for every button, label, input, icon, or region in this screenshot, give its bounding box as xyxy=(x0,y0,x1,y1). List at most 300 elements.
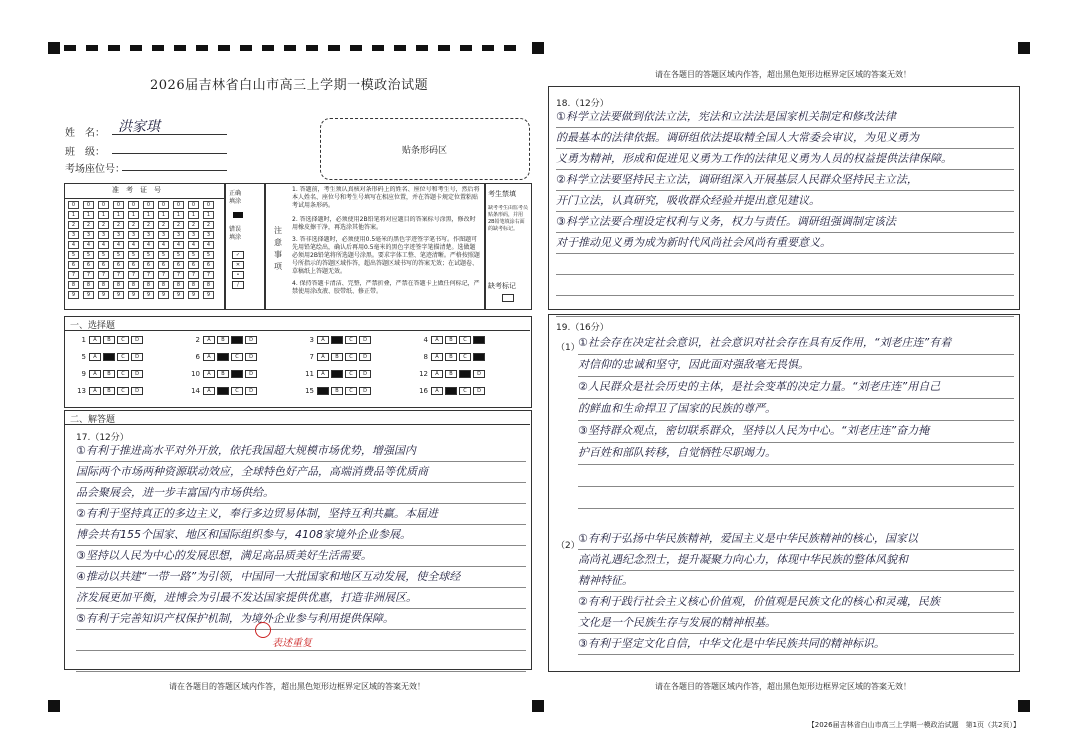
admission-digit-bubble[interactable]: 1 xyxy=(68,211,79,219)
mcq-question-number: 14 xyxy=(191,387,200,395)
mcq-option-bubble[interactable]: D xyxy=(131,387,143,395)
answer-rule-line xyxy=(578,398,1014,399)
admission-digit-bubble[interactable]: 1 xyxy=(83,211,94,219)
admission-digit-bubble[interactable]: 0 xyxy=(83,201,94,209)
answer-rule-line xyxy=(578,570,1014,571)
admission-digit-bubble[interactable]: 9 xyxy=(113,291,124,299)
admission-digit-bubble[interactable]: 5 xyxy=(68,251,79,259)
mcq-option-bubble[interactable]: B xyxy=(103,353,115,361)
mcq-option-bubble[interactable]: C xyxy=(231,353,243,361)
answer-rule-line xyxy=(76,503,526,504)
q17-label: 17.（12分） xyxy=(76,433,129,443)
wrong-sample-cross: ✕ xyxy=(232,261,244,269)
note-item: 1. 答题前，考生须认真核对条形码上的姓名、座位号和考生号，然后将本人姓名、座位号和考生号填写在相应位置，并在答题卡规定位置粘贴考试用条形码。 xyxy=(292,186,480,209)
mcq-option-bubble[interactable]: A xyxy=(317,353,329,361)
answer-rule-line xyxy=(578,442,1014,443)
admission-digit-bubble[interactable]: 8 xyxy=(143,281,154,289)
admission-digit-bubble[interactable]: 3 xyxy=(98,231,109,239)
answer-rule-line xyxy=(578,508,1014,509)
mcq-question-row xyxy=(298,353,373,361)
handwritten-answer-line: ③坚持以人民为中心的发展思想，满足高品质美好生活需要。 xyxy=(76,549,372,562)
mcq-option-bubble[interactable]: D xyxy=(131,336,143,344)
mcq-option-bubble[interactable]: B xyxy=(103,336,115,344)
mcq-question-number: 13 xyxy=(77,387,86,395)
page-footer: 【2026届吉林省白山市高三上学期一模政治试题 第1页（共2页）】 xyxy=(807,721,1020,729)
mcq-question-number: 7 xyxy=(309,353,314,361)
admission-digit-bubble[interactable]: 2 xyxy=(128,221,139,229)
class-underline xyxy=(112,153,227,154)
mcq-option-bubble[interactable]: C xyxy=(459,353,471,361)
admission-digit-bubble[interactable]: 7 xyxy=(173,271,184,279)
answer-rule-line xyxy=(76,524,526,525)
answer-rule-line xyxy=(76,461,526,462)
admission-digit-bubble[interactable]: 9 xyxy=(158,291,169,299)
mcq-option-bubble[interactable]: C xyxy=(231,387,243,395)
mcq-question-number: 12 xyxy=(419,370,428,378)
mcq-option-bubble[interactable]: B xyxy=(217,353,229,361)
admission-digit-bubble[interactable]: 7 xyxy=(203,271,214,279)
handwritten-answer-line: 济发展更加平衡，进博会为引最不发达国家提供优惠，打造非洲展区。 xyxy=(76,591,417,604)
admission-digit-bubble[interactable]: 8 xyxy=(83,281,94,289)
handwritten-answer-line: 的最基本的法律依据。调研组依法提取精全国人大常委会审议，为见义勇为 xyxy=(556,131,919,144)
section1-divider xyxy=(64,330,530,331)
mcq-option-bubble[interactable]: A xyxy=(203,353,215,361)
mcq-question-number: 9 xyxy=(81,370,86,378)
absent-mark-label: 缺考标记 xyxy=(488,282,516,290)
mcq-option-bubble[interactable]: C xyxy=(231,370,243,378)
mcq-question-number: 11 xyxy=(305,370,314,378)
mcq-question-number: 10 xyxy=(191,370,200,378)
mcq-option-bubble[interactable]: B xyxy=(331,370,343,378)
absent-heading: 考生禁填 xyxy=(488,190,516,198)
admission-digit-bubble[interactable]: 3 xyxy=(83,231,94,239)
mcq-question-row xyxy=(184,353,259,361)
admission-digit-bubble[interactable]: 3 xyxy=(143,231,154,239)
admission-digit-bubble[interactable]: 3 xyxy=(68,231,79,239)
handwritten-answer-line: ③有利于坚定文化自信，中华文化是中华民族共同的精神标识。 xyxy=(578,637,885,650)
mcq-option-bubble[interactable]: A xyxy=(431,353,443,361)
alignment-mark-bottom-center xyxy=(532,700,544,712)
handwritten-answer-line: 护百姓和部队转移，自觉牺牲尽职竭力。 xyxy=(578,446,776,459)
mcq-question-row xyxy=(412,336,487,344)
mcq-option-bubble[interactable]: C xyxy=(117,353,129,361)
mcq-option-bubble[interactable]: B xyxy=(445,387,457,395)
handwritten-answer-line: ②有利于践行社会主义核心价值观，价值观是民族文化的核心和灵魂，民族 xyxy=(578,595,940,608)
handwritten-answer-line: 高尚礼遇纪念烈士，提升凝聚力向心力，体现中华民族的整体风貌和 xyxy=(578,553,908,566)
admission-digit-bubble[interactable]: 7 xyxy=(68,271,79,279)
mcq-option-bubble[interactable]: A xyxy=(317,370,329,378)
admission-digit-bubble[interactable]: 6 xyxy=(113,261,124,269)
mcq-option-bubble[interactable]: B xyxy=(331,387,343,395)
mcq-option-bubble[interactable]: B xyxy=(103,370,115,378)
handwritten-answer-line: 开门立法，认真研究，吸收群众经验并提出意见建议。 xyxy=(556,194,820,207)
seat-underline xyxy=(122,170,227,171)
admission-digit-bubble[interactable]: 2 xyxy=(188,221,199,229)
admission-digit-bubble[interactable]: 4 xyxy=(113,241,124,249)
answer-rule-line xyxy=(556,148,1014,149)
admission-digit-bubble[interactable]: 7 xyxy=(113,271,124,279)
mcq-option-bubble[interactable]: B xyxy=(103,387,115,395)
admission-digit-bubble[interactable]: 8 xyxy=(203,281,214,289)
mcq-question-number: 2 xyxy=(195,336,200,344)
admission-digit-bubbles[interactable] xyxy=(68,201,223,306)
admission-digit-bubble[interactable]: 7 xyxy=(143,271,154,279)
name-label: 姓 名： xyxy=(65,128,105,139)
admission-digit-bubble[interactable]: 3 xyxy=(188,231,199,239)
mcq-option-bubble[interactable]: A xyxy=(431,336,443,344)
mcq-option-bubble[interactable]: D xyxy=(473,336,485,344)
mcq-question-row xyxy=(70,387,145,395)
admission-digit-bubble[interactable]: 0 xyxy=(128,201,139,209)
admission-number-label: 准 考 证 号 xyxy=(112,186,161,194)
section2-heading: 二、解答题 xyxy=(70,415,116,425)
admission-digit-bubble[interactable]: 7 xyxy=(188,271,199,279)
mcq-option-bubble[interactable]: A xyxy=(431,370,443,378)
admission-digit-bubble[interactable]: 2 xyxy=(113,221,124,229)
q19-label: 19.（16分） xyxy=(556,323,609,333)
mcq-option-bubble[interactable]: C xyxy=(345,336,357,344)
answer-rule-line xyxy=(556,253,1014,254)
correct-fill-sample xyxy=(233,212,243,218)
answer-rule-line xyxy=(556,274,1014,275)
mcq-option-bubble[interactable]: D xyxy=(359,336,371,344)
admission-digit-bubble[interactable]: 1 xyxy=(98,211,109,219)
mcq-question-row xyxy=(184,387,259,395)
handwritten-answer-line: 品会聚展会，进一步丰富国内市场供给。 xyxy=(76,486,274,499)
admission-digit-bubble[interactable]: 2 xyxy=(203,221,214,229)
answer-rule-line xyxy=(556,232,1014,233)
mcq-option-bubble[interactable]: A xyxy=(89,370,101,378)
handwritten-answer-line: ⑤有利于完善知识产权保护机制，为境外企业参与利用提供保障。 xyxy=(76,612,394,625)
mcq-option-bubble[interactable]: C xyxy=(117,336,129,344)
admission-digit-bubble[interactable]: 3 xyxy=(113,231,124,239)
mcq-question-number: 4 xyxy=(423,336,428,344)
handwritten-answer-line: 文化是一个民族生存与发展的精神根基。 xyxy=(578,616,776,629)
admission-digit-bubble[interactable]: 4 xyxy=(143,241,154,249)
mcq-option-bubble[interactable]: A xyxy=(317,387,329,395)
mcq-option-bubble[interactable]: B xyxy=(217,336,229,344)
admission-digit-bubble[interactable]: 0 xyxy=(158,201,169,209)
mcq-question-number: 5 xyxy=(81,353,86,361)
mcq-option-bubble[interactable]: A xyxy=(203,336,215,344)
mcq-question-number: 3 xyxy=(309,336,314,344)
admission-digit-bubble[interactable]: 5 xyxy=(158,251,169,259)
admission-digit-bubble[interactable]: 5 xyxy=(98,251,109,259)
admission-digit-bubble[interactable]: 9 xyxy=(143,291,154,299)
mcq-option-bubble[interactable]: A xyxy=(317,336,329,344)
handwritten-answer-line: ③坚持群众观点，密切联系群众，坚持以人民为中心。“刘老庄连”奋力掩 xyxy=(578,424,930,437)
handwritten-answer-line: ①有利于弘扬中华民族精神，爱国主义是中华民族精神的核心，国家以 xyxy=(578,532,918,545)
answer-rule-line xyxy=(578,633,1014,634)
admission-digit-bubble[interactable]: 0 xyxy=(188,201,199,209)
mcq-option-bubble[interactable]: C xyxy=(459,387,471,395)
mcq-question-row xyxy=(298,336,373,344)
admission-digit-bubble[interactable]: 6 xyxy=(158,261,169,269)
handwritten-answer-line: 精神特征。 xyxy=(578,574,633,587)
answer-rule-line xyxy=(578,376,1014,377)
admission-digit-bubble[interactable]: 0 xyxy=(98,201,109,209)
admission-digit-bubble[interactable]: 2 xyxy=(173,221,184,229)
admission-digit-bubble[interactable]: 8 xyxy=(68,281,79,289)
handwritten-answer-line: 博会共有155个国家、地区和国际组织参与，4108家境外企业参展。 xyxy=(76,528,411,541)
handwritten-answer-line: 的鲜血和生命捍卫了国家的民族的尊严。 xyxy=(578,402,776,415)
mcq-option-bubble[interactable]: A xyxy=(203,387,215,395)
admission-digit-bubble[interactable]: 1 xyxy=(173,211,184,219)
admission-digit-bubble[interactable]: 4 xyxy=(158,241,169,249)
mcq-answer-grid[interactable] xyxy=(70,336,525,404)
mcq-option-bubble[interactable]: C xyxy=(231,336,243,344)
mcq-option-bubble[interactable]: B xyxy=(217,387,229,395)
q19-part1-label: （1） xyxy=(556,343,580,353)
warning-right-top: 请在各题目的答题区域内作答，超出黑色矩形边框界定区域的答案无效！ xyxy=(655,70,911,79)
mcq-option-bubble[interactable]: D xyxy=(473,370,485,378)
admission-digit-bubble[interactable]: 5 xyxy=(143,251,154,259)
answer-rule-line xyxy=(578,486,1014,487)
mcq-option-bubble[interactable]: B xyxy=(445,353,457,361)
answer-rule-line xyxy=(556,190,1014,191)
admission-digit-bubble[interactable]: 7 xyxy=(128,271,139,279)
admission-digit-bubble[interactable]: 5 xyxy=(113,251,124,259)
mcq-option-bubble[interactable]: D xyxy=(473,387,485,395)
answer-rule-line xyxy=(556,127,1014,128)
admission-digit-bubble[interactable]: 5 xyxy=(83,251,94,259)
admission-digit-bubble[interactable]: 5 xyxy=(128,251,139,259)
admission-digit-bubble[interactable]: 6 xyxy=(68,261,79,269)
handwritten-answer-line: ④推动以共建“一带一路”为引领，中国同一大批国家和地区互动发展，使全球经 xyxy=(76,570,461,583)
admission-digit-bubble[interactable]: 8 xyxy=(158,281,169,289)
mcq-option-bubble[interactable]: B xyxy=(445,336,457,344)
admission-digit-bubble[interactable]: 1 xyxy=(188,211,199,219)
mcq-question-number: 15 xyxy=(305,387,314,395)
q18-label: 18.（12分） xyxy=(556,99,609,109)
alignment-mark-top-left xyxy=(48,42,60,54)
mcq-option-bubble[interactable]: D xyxy=(245,387,257,395)
mcq-option-bubble[interactable]: D xyxy=(131,370,143,378)
admission-digit-bubble[interactable]: 1 xyxy=(143,211,154,219)
handwritten-answer-line: ②有利于坚持真正的多边主义，奉行多边贸易体制，坚持互利共赢。本届进 xyxy=(76,507,438,520)
admission-digit-bubble[interactable]: 3 xyxy=(173,231,184,239)
wrong-fill-samples xyxy=(232,250,246,290)
admission-digit-bubble[interactable]: 0 xyxy=(203,201,214,209)
admission-digit-bubble[interactable]: 0 xyxy=(173,201,184,209)
answer-rule-line xyxy=(578,549,1014,550)
admission-digit-bubble[interactable]: 4 xyxy=(128,241,139,249)
admission-digit-bubble[interactable]: 0 xyxy=(143,201,154,209)
alignment-mark-bottom-left xyxy=(48,700,60,712)
admission-digit-bubble[interactable]: 7 xyxy=(98,271,109,279)
admission-digit-bubble[interactable]: 1 xyxy=(113,211,124,219)
mcq-option-bubble[interactable]: A xyxy=(89,336,101,344)
mcq-question-row xyxy=(184,336,259,344)
wrong-fill-label: 错误填涂 xyxy=(229,226,242,241)
handwritten-answer-line: 对信仰的忠诚和坚守，因此面对强敌毫无畏惧。 xyxy=(578,358,809,371)
absent-text: 缺考考生由监考员贴条形码，并用2B铅笔填涂右面的缺考标记。 xyxy=(488,205,528,232)
handwritten-answer-line: ①社会存在决定社会意识，社会意识对社会存在具有反作用，“刘老庄连”有着 xyxy=(578,336,952,349)
admission-digit-bubble[interactable]: 6 xyxy=(98,261,109,269)
admission-digit-bubble[interactable]: 5 xyxy=(188,251,199,259)
mcq-option-bubble[interactable]: B xyxy=(445,370,457,378)
notes-list xyxy=(292,186,480,298)
mcq-option-bubble[interactable]: D xyxy=(359,387,371,395)
mcq-question-row xyxy=(412,353,487,361)
handwritten-answer-line: 国际两个市场两种资源联动效应，全球特色好产品，高端消费品等优质商 xyxy=(76,465,428,478)
answer-rule-line xyxy=(578,591,1014,592)
answer-rule-line xyxy=(76,671,526,672)
admission-digit-bubble[interactable]: 0 xyxy=(68,201,79,209)
admission-digit-bubble[interactable]: 8 xyxy=(173,281,184,289)
answer-rule-line xyxy=(76,587,526,588)
wrong-sample-slash: / xyxy=(232,281,244,289)
admission-digit-bubble[interactable]: 7 xyxy=(158,271,169,279)
admission-digit-bubble[interactable]: 9 xyxy=(188,291,199,299)
q17-margin-note: 表述重复 xyxy=(272,638,312,649)
admission-digit-bubble[interactable]: 9 xyxy=(68,291,79,299)
answer-rule-line xyxy=(556,211,1014,212)
admission-digit-bubble[interactable]: 1 xyxy=(203,211,214,219)
admission-digit-bubble[interactable]: 6 xyxy=(188,261,199,269)
admission-digit-bubble[interactable]: 2 xyxy=(68,221,79,229)
handwritten-answer-line: 对于推动见义勇为成为新时代风尚社会风尚有重要意义。 xyxy=(556,236,831,249)
mcq-question-row xyxy=(70,370,145,378)
wrong-sample-dot: • xyxy=(232,271,244,279)
mcq-question-row xyxy=(412,387,487,395)
mcq-option-bubble[interactable]: A xyxy=(203,370,215,378)
answer-rule-line xyxy=(578,654,1014,655)
mcq-option-bubble[interactable]: D xyxy=(245,336,257,344)
mcq-question-row xyxy=(298,370,373,378)
admission-digit-bubble[interactable]: 3 xyxy=(158,231,169,239)
mcq-question-number: 8 xyxy=(423,353,428,361)
mcq-option-bubble[interactable]: A xyxy=(89,387,101,395)
mcq-question-number: 16 xyxy=(419,387,428,395)
admission-digit-bubble[interactable]: 8 xyxy=(128,281,139,289)
answer-rule-line xyxy=(578,464,1014,465)
admission-digit-bubble[interactable]: 8 xyxy=(113,281,124,289)
admission-digit-bubble[interactable]: 2 xyxy=(143,221,154,229)
admission-digit-bubble[interactable]: 1 xyxy=(128,211,139,219)
admission-digit-bubble[interactable]: 4 xyxy=(203,241,214,249)
admission-digit-bubble[interactable]: 4 xyxy=(83,241,94,249)
answer-rule-line xyxy=(578,354,1014,355)
top-dashed-border xyxy=(64,45,526,51)
mcq-option-bubble[interactable]: C xyxy=(117,370,129,378)
admission-digit-bubble[interactable]: 5 xyxy=(203,251,214,259)
mcq-option-bubble[interactable]: C xyxy=(459,336,471,344)
mcq-question-row xyxy=(412,370,487,378)
handwritten-answer-line: ②科学立法要坚持民主立法，调研组深入开展基层人民群众坚持民主立法， xyxy=(556,173,918,186)
admission-digit-bubble[interactable]: 6 xyxy=(143,261,154,269)
mcq-option-bubble[interactable]: D xyxy=(359,370,371,378)
mcq-option-bubble[interactable]: D xyxy=(245,353,257,361)
mcq-option-bubble[interactable]: D xyxy=(131,353,143,361)
notes-heading: 注意事项 xyxy=(274,226,282,271)
answer-rule-line xyxy=(76,566,526,567)
class-label: 班 级： xyxy=(65,147,105,158)
barcode-label: 贴条形码区 xyxy=(402,146,448,156)
section1-heading: 一、选择题 xyxy=(70,321,116,331)
mcq-question-number: 6 xyxy=(195,353,200,361)
handwritten-answer-line: ①有利于推进高水平对外开放，依托我国超大规模市场优势，增强国内 xyxy=(76,444,416,457)
admission-digit-bubble[interactable]: 9 xyxy=(173,291,184,299)
mcq-option-bubble[interactable]: B xyxy=(217,370,229,378)
admission-digit-bubble[interactable]: 6 xyxy=(83,261,94,269)
admission-digit-bubble[interactable]: 3 xyxy=(128,231,139,239)
note-item: 4. 保持答题卡清洁、完整，严禁折叠，严禁在答题卡上做任何标记，严禁使用涂改液、胶带纸、修正带。 xyxy=(292,280,480,295)
admission-digit-bubble[interactable]: 9 xyxy=(83,291,94,299)
section2-divider xyxy=(64,424,530,425)
wrong-sample-check: ✓ xyxy=(232,251,244,259)
mcq-option-bubble[interactable]: C xyxy=(345,370,357,378)
mcq-option-bubble[interactable]: C xyxy=(345,387,357,395)
answer-rule-line xyxy=(578,612,1014,613)
q19-part2-label: （2） xyxy=(556,541,580,551)
warning-left: 请在各题目的答题区域内作答，超出黑色矩形边框界定区域的答案无效！ xyxy=(169,682,425,691)
mcq-question-row xyxy=(70,336,145,344)
admission-digit-bubble[interactable]: 2 xyxy=(158,221,169,229)
absent-mark-bubble[interactable] xyxy=(502,294,514,302)
exam-title: 2026届吉林省白山市高三上学期一模政治试题 xyxy=(150,78,429,93)
admission-digit-bubble[interactable]: 3 xyxy=(203,231,214,239)
mcq-question-row xyxy=(70,353,145,361)
handwritten-answer-line: ③科学立法要合理设定权利与义务，权力与责任。调研组强调制定该法 xyxy=(556,215,896,228)
admission-digit-bubble[interactable]: 4 xyxy=(188,241,199,249)
mcq-option-bubble[interactable]: D xyxy=(473,353,485,361)
answer-rule-line xyxy=(76,650,526,651)
mcq-option-bubble[interactable]: C xyxy=(117,387,129,395)
answer-rule-line xyxy=(556,169,1014,170)
mcq-option-bubble[interactable]: A xyxy=(89,353,101,361)
mcq-question-row xyxy=(184,370,259,378)
mcq-question-number: 1 xyxy=(81,336,86,344)
mcq-option-bubble[interactable]: D xyxy=(245,370,257,378)
admission-digit-bubble[interactable]: 4 xyxy=(173,241,184,249)
admission-digit-bubble[interactable]: 2 xyxy=(83,221,94,229)
admission-digit-bubble[interactable]: 5 xyxy=(173,251,184,259)
answer-rule-line xyxy=(578,420,1014,421)
mcq-option-bubble[interactable]: B xyxy=(331,336,343,344)
admission-digit-bubble[interactable]: 8 xyxy=(188,281,199,289)
admission-digit-bubble[interactable]: 9 xyxy=(98,291,109,299)
admission-digit-bubble[interactable]: 6 xyxy=(173,261,184,269)
mcq-option-bubble[interactable]: A xyxy=(431,387,443,395)
admission-digit-bubble[interactable]: 8 xyxy=(98,281,109,289)
admission-digit-bubble[interactable]: 9 xyxy=(128,291,139,299)
mcq-option-bubble[interactable]: C xyxy=(345,353,357,361)
handwritten-answer-line: ①科学立法要做到依法立法，宪法和立法法是国家机关制定和修改法律 xyxy=(556,110,896,123)
admission-digit-bubble[interactable]: 1 xyxy=(158,211,169,219)
mcq-option-bubble[interactable]: D xyxy=(359,353,371,361)
admission-digit-bubble[interactable]: 6 xyxy=(203,261,214,269)
note-item: 3. 答非选择题时，必须使用0.5毫米的黑色字迹签字笔书写。作图题可先用铅笔绘出，确认后再用0.5毫米的黑色字迹签字笔描清楚。选做题必须用2B铅笔将所选题号涂黑。要求字体工整、笔迹清晰。严格按照题号所指示的答题区域作答，超出答题区域书写的答案无效；在试题卷、草稿纸上答题无效。 xyxy=(292,236,480,275)
alignment-mark-top-center xyxy=(532,42,544,54)
answer-rule-line xyxy=(556,295,1014,296)
admission-digit-bubble[interactable]: 4 xyxy=(68,241,79,249)
mcq-option-bubble[interactable]: B xyxy=(331,353,343,361)
seat-label: 考场座位号： xyxy=(65,164,125,175)
mcq-option-bubble[interactable]: C xyxy=(459,370,471,378)
admission-digit-bubble[interactable]: 9 xyxy=(203,291,214,299)
name-value[interactable]: 洪家琪 xyxy=(118,119,160,135)
answer-rule-line xyxy=(76,545,526,546)
admission-digit-bubble[interactable]: 6 xyxy=(128,261,139,269)
admission-divider xyxy=(64,198,224,199)
admission-digit-bubble[interactable]: 0 xyxy=(113,201,124,209)
alignment-mark-bottom-right xyxy=(1018,700,1030,712)
answer-rule-line xyxy=(76,482,526,483)
admission-digit-bubble[interactable]: 7 xyxy=(83,271,94,279)
admission-digit-bubble[interactable]: 2 xyxy=(98,221,109,229)
admission-digit-bubble[interactable]: 4 xyxy=(98,241,109,249)
